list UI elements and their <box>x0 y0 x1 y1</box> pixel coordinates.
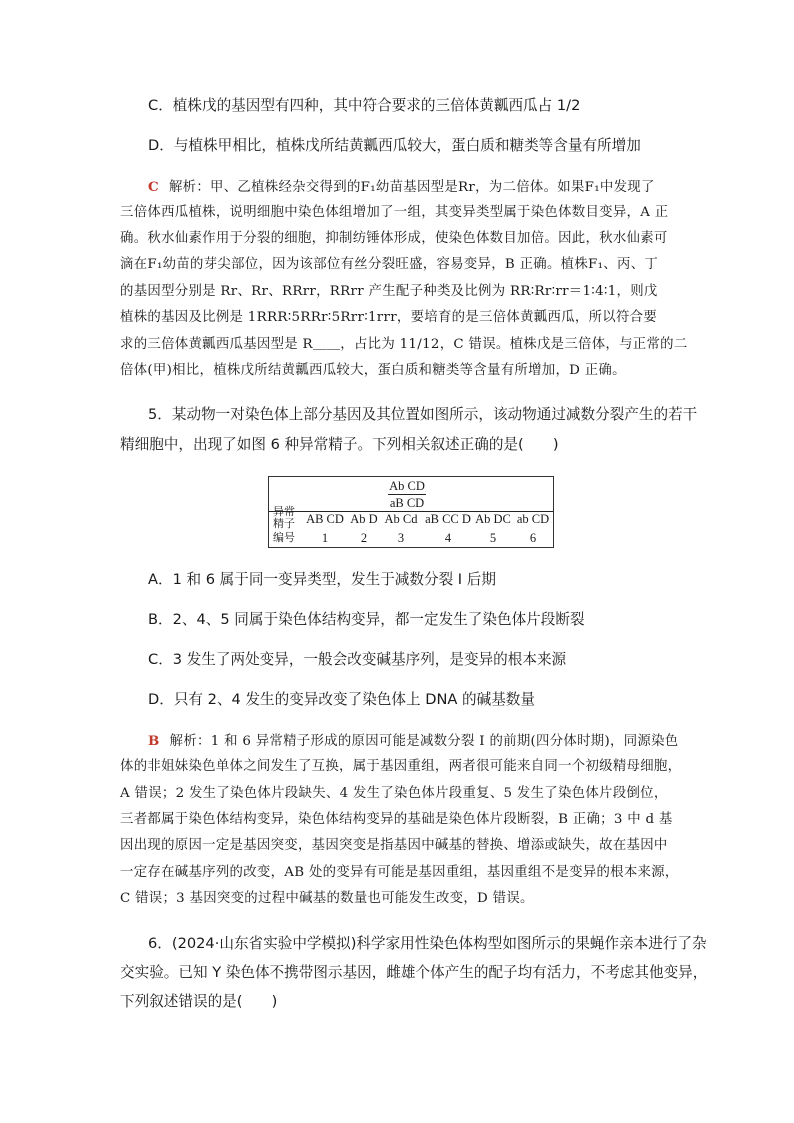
sperm-number-2: 2 <box>360 531 368 545</box>
q4-analysis-line-1 <box>148 177 655 198</box>
q4-analysis-line-8: 倍体(甲)相比，植株戊所结黄瓤西瓜较大，蛋白质和糖类等含量有所增加，D 正确。 <box>120 363 626 378</box>
q5-option-d: D．只有 2、4 发生的变异改变了染色体上 DNA 的碱基数量 <box>148 691 535 708</box>
q5-sperm-table <box>268 476 554 548</box>
q5-analysis-line-6: 一定存在碱基序列的改变，AB 处的变异有可能是基因重组，基因重组不是变异的根本来源， <box>120 865 679 880</box>
sperm-number-4: 4 <box>444 531 452 545</box>
q6-stem-line-2: 交实验。已知 Y 染色体不携带图示基因，雌雄个体产生的配子均有活力，不考虑其他变异， <box>120 964 708 981</box>
q4-option-d: D．与植株甲相比，植株戊所结黄瓤西瓜较大，蛋白质和糖类等含量有所增加 <box>148 137 641 154</box>
sperm-genotype-3: Ab Cd <box>384 512 418 526</box>
q5-analysis-line-2: 体的非姐妹染色单体之间发生了互换，属于基因重组，两者很可能来自同一个初级精母细胞， <box>120 759 682 774</box>
q4-answer-tag: C <box>148 179 159 195</box>
q5-analysis-line-1 <box>148 731 678 752</box>
q4-analysis-line-4: 滴在F₁幼苗的芽尖部位，因为该部位有丝分裂旺盛，容易变异，B 正确。植株F₁、丙、丁 <box>120 257 659 272</box>
sperm-genotype-4: aB CC D <box>425 512 471 526</box>
sperm-genotype-2: Ab D <box>350 512 378 526</box>
label-number: 编号 <box>273 531 295 544</box>
q4-analysis-line-7: 求的三倍体黄瓤西瓜基因型是 R＿＿，占比为 11/12，C 错误。植株戊是三倍体，与正常的二 <box>120 337 688 352</box>
q5-stem-line-1: 5．某动物一对染色体上部分基因及其位置如图所示，该动物通过减数分裂产生的若干 <box>148 406 698 423</box>
q4-analysis-line-2: 三倍体西瓜植株，说明细胞中染色体组增加了一组，其变异类型属于染色体数目变异，A 正 <box>120 205 669 220</box>
q6-stem-line-1: 6．(2024·山东省实验中学模拟)科学家用性染色体构型如图所示的果蝇作亲本进行了杂 <box>148 935 707 952</box>
label-abnormal: 异常 <box>273 505 295 518</box>
q4-analysis-line-5: 的基因型分别是 Rr、Rr、RRrr，RRrr 产生配子种类及比例为 RR∶Rr∶rr＝1∶4∶1，则戊 <box>120 284 658 299</box>
q5-option-c: C．3 发生了两处变异，一般会改变碱基序列，是变异的根本来源 <box>148 651 567 668</box>
q4-analysis-line-6: 植株的基因及比例是 1RRR∶5RRr∶5Rrr∶1rrr，要培育的是三倍体黄瓤西瓜，所以符合要 <box>120 310 658 325</box>
q5-analysis-line-4: 三者都属于染色体结构变异，染色体结构变异的基础是染色体片段断裂，B 正确；3 中 d 基 <box>120 812 673 827</box>
sperm-number-1: 1 <box>321 531 329 545</box>
chromosome-bottom-genes: aB CD <box>389 496 425 510</box>
sperm-genotype-1: AB CD <box>306 512 344 526</box>
q4-option-c: C．植株戊的基因型有四种，其中符合要求的三倍体黄瓤西瓜占 1/2 <box>148 97 581 114</box>
q5-option-b: B．2、4、5 同属于染色体结构变异，都一定发生了染色体片段断裂 <box>148 611 585 628</box>
q5-analysis-line-3: A 错误；2 发生了染色体片段缺失、4 发生了染色体片段重复、5 发生了染色体片段倒位， <box>120 786 668 801</box>
sperm-number-3: 3 <box>397 531 405 545</box>
q5-answer-tag: B <box>148 733 160 749</box>
q4-analysis-line-3: 确。秋水仙素作用于分裂的细胞，抑制纺锤体形成，使染色体数目加倍。因此，秋水仙素可 <box>120 231 668 246</box>
sperm-number-6: 6 <box>529 531 537 545</box>
label-sperm: 精子 <box>273 517 295 530</box>
q5-analysis-line-7: C 错误；3 基因突变的过程中碱基的数量也可能发生改变，D 错误。 <box>120 891 534 906</box>
q5-analysis-line-5: 因出现的原因一定是基因突变，基因突变是指基因中碱基的替换、增添或缺失，故在基因中 <box>120 838 668 853</box>
q4-analysis-text: 解析：甲、乙植株经杂交得到的F₁幼苗基因型是Rr，为二倍体。如果F₁中发现了 <box>168 180 655 195</box>
q6-stem-line-3: 下列叙述错误的是( ) <box>120 993 278 1010</box>
sperm-genotype-5: Ab DC <box>475 512 511 526</box>
q5-option-a: A．1 和 6 属于同一变异类型，发生于减数分裂 I 后期 <box>148 571 496 588</box>
chromosome-divider <box>388 494 426 495</box>
sperm-number-5: 5 <box>489 531 497 545</box>
chromosome-top-genes: Ab CD <box>389 479 425 493</box>
q5-analysis-text: 解析：1 和 6 异常精子形成的原因可能是减数分裂 I 的前期(四分体时期)，同源染色 <box>169 734 679 749</box>
q5-stem-line-2: 精细胞中，出现了如图 6 种异常精子。下列相关叙述正确的是( ) <box>120 436 559 453</box>
sperm-genotype-6: ab CD <box>516 512 550 526</box>
